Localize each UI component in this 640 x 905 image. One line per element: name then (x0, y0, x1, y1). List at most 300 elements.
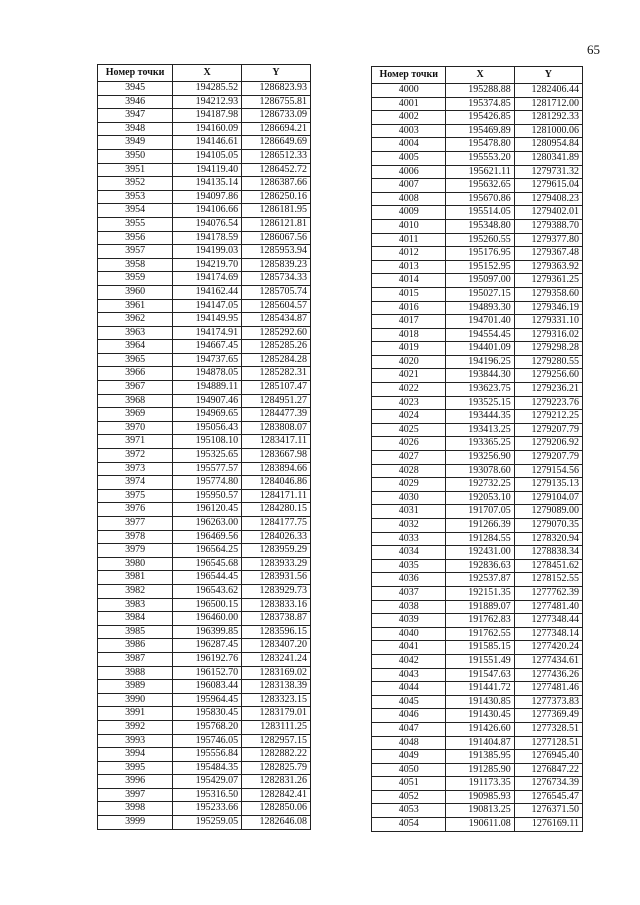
cell-x: 194199.03 (173, 245, 242, 259)
cell-y: 1279212.25 (514, 410, 582, 424)
table-row (98, 394, 311, 408)
table-row (372, 219, 583, 233)
cell-x: 195768.20 (173, 720, 242, 734)
cell-x: 196460.00 (173, 612, 242, 626)
cell-x: 195097.00 (446, 274, 514, 288)
cell-x: 195830.45 (173, 707, 242, 721)
cell-y: 1278838.34 (514, 546, 582, 560)
cell-x: 194893.30 (446, 301, 514, 315)
cell-x: 193078.60 (446, 464, 514, 478)
table-header-row (372, 67, 583, 84)
cell-x: 194969.65 (173, 408, 242, 422)
table-row (372, 179, 583, 193)
cell-point-number: 4038 (372, 600, 446, 614)
cell-x: 193623.75 (446, 383, 514, 397)
cell-y: 1283929.73 (242, 584, 311, 598)
cell-x: 194160.09 (173, 122, 242, 136)
cell-point-number: 3991 (98, 707, 173, 721)
cell-x: 194219.70 (173, 258, 242, 272)
cell-y: 1277481.40 (514, 600, 582, 614)
table-row (372, 614, 583, 628)
cell-x: 194737.65 (173, 353, 242, 367)
table-row (98, 285, 311, 299)
cell-point-number: 4030 (372, 491, 446, 505)
cell-x: 194667.45 (173, 340, 242, 354)
cell-y: 1286512.33 (242, 149, 311, 163)
cell-y: 1279731.32 (514, 165, 582, 179)
cell-x: 191585.15 (446, 641, 514, 655)
cell-point-number: 4013 (372, 260, 446, 274)
cell-y: 1277348.14 (514, 627, 582, 641)
table-row (98, 95, 311, 109)
cell-x: 196564.25 (173, 544, 242, 558)
table-row (372, 138, 583, 152)
cell-point-number: 4014 (372, 274, 446, 288)
table-row (98, 707, 311, 721)
coordinates-table-right (371, 66, 583, 832)
table-row (98, 476, 311, 490)
cell-x: 195553.20 (446, 151, 514, 165)
cell-x: 195632.65 (446, 179, 514, 193)
cell-x: 191404.87 (446, 736, 514, 750)
cell-point-number: 4028 (372, 464, 446, 478)
cell-point-number: 3985 (98, 625, 173, 639)
table-row (372, 383, 583, 397)
table-row (372, 396, 583, 410)
cell-y: 1284177.75 (242, 517, 311, 531)
cell-y: 1279363.92 (514, 260, 582, 274)
cell-point-number: 4047 (372, 722, 446, 736)
table-row (98, 163, 311, 177)
table-row (98, 353, 311, 367)
cell-x: 195746.05 (173, 734, 242, 748)
cell-x: 195176.95 (446, 247, 514, 261)
cell-x: 191889.07 (446, 600, 514, 614)
cell-x: 195027.15 (446, 287, 514, 301)
cell-point-number: 4045 (372, 695, 446, 709)
cell-x: 194076.54 (173, 217, 242, 231)
table-row (372, 532, 583, 546)
cell-point-number: 4040 (372, 627, 446, 641)
cell-point-number: 4002 (372, 111, 446, 125)
table-row (98, 217, 311, 231)
page-number: 65 (587, 42, 600, 57)
header-y: Y (514, 67, 582, 84)
cell-point-number: 4029 (372, 478, 446, 492)
cell-y: 1286067.56 (242, 231, 311, 245)
cell-y: 1286755.81 (242, 95, 311, 109)
table-row (372, 274, 583, 288)
table-row (372, 247, 583, 261)
table-row (98, 258, 311, 272)
table-row (372, 654, 583, 668)
cell-point-number: 4012 (372, 247, 446, 261)
cell-x: 192537.87 (446, 573, 514, 587)
table-header-row (98, 65, 311, 82)
cell-x: 191707.05 (446, 505, 514, 519)
table-row (98, 82, 311, 96)
cell-y: 1285284.28 (242, 353, 311, 367)
cell-y: 1277348.44 (514, 614, 582, 628)
cell-y: 1276847.22 (514, 763, 582, 777)
cell-y: 1286733.09 (242, 109, 311, 123)
cell-point-number: 3952 (98, 177, 173, 191)
table-row (372, 165, 583, 179)
cell-y: 1284951.27 (242, 394, 311, 408)
table-row (372, 519, 583, 533)
cell-point-number: 3977 (98, 517, 173, 531)
cell-point-number: 3953 (98, 190, 173, 204)
cell-point-number: 3990 (98, 693, 173, 707)
table-row (98, 598, 311, 612)
cell-point-number: 3945 (98, 82, 173, 96)
cell-point-number: 3979 (98, 544, 173, 558)
cell-x: 196287.45 (173, 639, 242, 653)
cell-point-number: 4054 (372, 818, 446, 832)
cell-x: 195325.65 (173, 449, 242, 463)
cell-y: 1279135.13 (514, 478, 582, 492)
cell-y: 1279223.76 (514, 396, 582, 410)
cell-x: 192053.10 (446, 491, 514, 505)
cell-x: 194554.45 (446, 328, 514, 342)
table-row (98, 489, 311, 503)
cell-y: 1277369.49 (514, 709, 582, 723)
header-point-number: Номер точки (98, 65, 173, 82)
table-row (98, 204, 311, 218)
cell-y: 1283169.02 (242, 666, 311, 680)
cell-x: 193444.35 (446, 410, 514, 424)
cell-x: 195514.05 (446, 206, 514, 220)
cell-y: 1278320.94 (514, 532, 582, 546)
cell-point-number: 3961 (98, 299, 173, 313)
cell-y: 1278152.55 (514, 573, 582, 587)
cell-x: 196544.45 (173, 571, 242, 585)
table-row (98, 136, 311, 150)
cell-y: 1279236.21 (514, 383, 582, 397)
cell-x: 194889.11 (173, 381, 242, 395)
cell-point-number: 4018 (372, 328, 446, 342)
cell-x: 192836.63 (446, 559, 514, 573)
cell-y: 1276371.50 (514, 804, 582, 818)
cell-x: 191430.45 (446, 709, 514, 723)
cell-x: 194401.09 (446, 342, 514, 356)
table-row (98, 761, 311, 775)
cell-x: 193365.25 (446, 437, 514, 451)
cell-point-number: 4039 (372, 614, 446, 628)
table-row (372, 192, 583, 206)
cell-point-number: 4031 (372, 505, 446, 519)
cell-point-number: 3956 (98, 231, 173, 245)
cell-x: 194701.40 (446, 315, 514, 329)
cell-x: 194196.25 (446, 355, 514, 369)
cell-point-number: 4003 (372, 124, 446, 138)
cell-y: 1279358.60 (514, 287, 582, 301)
cell-y: 1285839.23 (242, 258, 311, 272)
cell-y: 1279331.10 (514, 315, 582, 329)
cell-x: 191266.39 (446, 519, 514, 533)
cell-point-number: 4033 (372, 532, 446, 546)
cell-x: 195484.35 (173, 761, 242, 775)
cell-y: 1277481.46 (514, 682, 582, 696)
cell-point-number: 3981 (98, 571, 173, 585)
table-row (372, 695, 583, 709)
cell-point-number: 3996 (98, 775, 173, 789)
cell-y: 1283833.16 (242, 598, 311, 612)
cell-x: 190985.93 (446, 790, 514, 804)
cell-x: 191441.72 (446, 682, 514, 696)
cell-y: 1283138.39 (242, 680, 311, 694)
table-row (372, 437, 583, 451)
cell-y: 1285604.57 (242, 299, 311, 313)
cell-x: 191430.85 (446, 695, 514, 709)
cell-point-number: 4048 (372, 736, 446, 750)
cell-x: 192431.00 (446, 546, 514, 560)
cell-point-number: 4042 (372, 654, 446, 668)
table-row (372, 641, 583, 655)
cell-point-number: 4022 (372, 383, 446, 397)
cell-point-number: 4006 (372, 165, 446, 179)
cell-point-number: 4007 (372, 179, 446, 193)
cell-x: 196543.62 (173, 584, 242, 598)
cell-y: 1280954.84 (514, 138, 582, 152)
table-row (98, 421, 311, 435)
cell-y: 1277128.51 (514, 736, 582, 750)
cell-y: 1277373.83 (514, 695, 582, 709)
cell-point-number: 3993 (98, 734, 173, 748)
cell-x: 191762.83 (446, 614, 514, 628)
cell-point-number: 3958 (98, 258, 173, 272)
cell-point-number: 4050 (372, 763, 446, 777)
cell-point-number: 4041 (372, 641, 446, 655)
table-row (372, 505, 583, 519)
cell-point-number: 4023 (372, 396, 446, 410)
cell-x: 193525.15 (446, 396, 514, 410)
table-row (372, 423, 583, 437)
table-row (372, 736, 583, 750)
cell-point-number: 3974 (98, 476, 173, 490)
cell-x: 195152.95 (446, 260, 514, 274)
table-row (98, 177, 311, 191)
table-row (98, 190, 311, 204)
cell-x: 196545.68 (173, 557, 242, 571)
cell-x: 194119.40 (173, 163, 242, 177)
coordinates-table-left (97, 64, 311, 830)
cell-y: 1285705.74 (242, 285, 311, 299)
cell-point-number: 3967 (98, 381, 173, 395)
cell-x: 194105.05 (173, 149, 242, 163)
table-row (372, 818, 583, 832)
table-row (372, 111, 583, 125)
cell-y: 1278451.62 (514, 559, 582, 573)
cell-y: 1285953.94 (242, 245, 311, 259)
cell-point-number: 4044 (372, 682, 446, 696)
cell-x: 194212.93 (173, 95, 242, 109)
cell-point-number: 4026 (372, 437, 446, 451)
cell-x: 190813.25 (446, 804, 514, 818)
table-row (98, 816, 311, 830)
cell-x: 195670.86 (446, 192, 514, 206)
cell-x: 193256.90 (446, 451, 514, 465)
table-row (372, 491, 583, 505)
cell-point-number: 3987 (98, 652, 173, 666)
cell-point-number: 3989 (98, 680, 173, 694)
cell-x: 191426.60 (446, 722, 514, 736)
table-row (372, 600, 583, 614)
cell-x: 194174.91 (173, 326, 242, 340)
cell-y: 1283808.07 (242, 421, 311, 435)
table-row (98, 381, 311, 395)
cell-y: 1279256.60 (514, 369, 582, 383)
cell-y: 1276169.11 (514, 818, 582, 832)
cell-x: 191284.55 (446, 532, 514, 546)
cell-y: 1282850.06 (242, 802, 311, 816)
table-row (98, 612, 311, 626)
table-row (372, 763, 583, 777)
table-row (98, 462, 311, 476)
table-row (98, 245, 311, 259)
cell-y: 1276945.40 (514, 750, 582, 764)
cell-x: 194174.69 (173, 272, 242, 286)
cell-y: 1279104.07 (514, 491, 582, 505)
header-y: Y (242, 65, 311, 82)
cell-point-number: 4043 (372, 668, 446, 682)
cell-y: 1285292.60 (242, 326, 311, 340)
table-row (98, 639, 311, 653)
cell-x: 192151.35 (446, 586, 514, 600)
cell-y: 1276545.47 (514, 790, 582, 804)
cell-point-number: 3970 (98, 421, 173, 435)
table-row (98, 571, 311, 585)
table-row (98, 652, 311, 666)
cell-point-number: 4016 (372, 301, 446, 315)
cell-y: 1286250.16 (242, 190, 311, 204)
cell-y: 1279298.28 (514, 342, 582, 356)
cell-x: 196152.70 (173, 666, 242, 680)
cell-y: 1282825.79 (242, 761, 311, 775)
cell-y: 1285107.47 (242, 381, 311, 395)
table-row (98, 557, 311, 571)
table-row (372, 342, 583, 356)
cell-x: 194878.05 (173, 367, 242, 381)
cell-point-number: 4051 (372, 777, 446, 791)
cell-y: 1284171.11 (242, 489, 311, 503)
cell-x: 195556.84 (173, 748, 242, 762)
cell-point-number: 3948 (98, 122, 173, 136)
table-row (98, 680, 311, 694)
cell-y: 1279402.01 (514, 206, 582, 220)
cell-point-number: 4025 (372, 423, 446, 437)
cell-x: 191762.55 (446, 627, 514, 641)
cell-y: 1286387.66 (242, 177, 311, 191)
cell-point-number: 3962 (98, 313, 173, 327)
table-row (98, 326, 311, 340)
cell-y: 1286823.93 (242, 82, 311, 96)
table-row (98, 367, 311, 381)
table-row (98, 666, 311, 680)
cell-point-number: 3959 (98, 272, 173, 286)
cell-point-number: 4010 (372, 219, 446, 233)
cell-y: 1285434.87 (242, 313, 311, 327)
table-row (372, 301, 583, 315)
cell-y: 1279154.56 (514, 464, 582, 478)
cell-point-number: 4036 (372, 573, 446, 587)
cell-point-number: 3976 (98, 503, 173, 517)
table-row (372, 546, 583, 560)
cell-point-number: 4004 (372, 138, 446, 152)
cell-point-number: 4046 (372, 709, 446, 723)
header-point-number: Номер точки (372, 67, 446, 84)
cell-point-number: 3992 (98, 720, 173, 734)
cell-x: 196263.00 (173, 517, 242, 531)
table-row (98, 788, 311, 802)
cell-point-number: 4020 (372, 355, 446, 369)
cell-point-number: 3983 (98, 598, 173, 612)
cell-y: 1279377.80 (514, 233, 582, 247)
cell-point-number: 3951 (98, 163, 173, 177)
cell-x: 194106.66 (173, 204, 242, 218)
cell-y: 1279361.25 (514, 274, 582, 288)
cell-point-number: 3986 (98, 639, 173, 653)
table-row (372, 750, 583, 764)
table-row (98, 748, 311, 762)
cell-y: 1279070.35 (514, 519, 582, 533)
cell-y: 1286649.69 (242, 136, 311, 150)
cell-y: 1283417.11 (242, 435, 311, 449)
cell-x: 196500.15 (173, 598, 242, 612)
cell-y: 1283738.87 (242, 612, 311, 626)
cell-point-number: 3988 (98, 666, 173, 680)
table-row (372, 804, 583, 818)
cell-y: 1283111.25 (242, 720, 311, 734)
cell-point-number: 3955 (98, 217, 173, 231)
table-row (372, 777, 583, 791)
table-row (372, 369, 583, 383)
cell-y: 1286181.95 (242, 204, 311, 218)
cell-point-number: 3946 (98, 95, 173, 109)
cell-y: 1283241.24 (242, 652, 311, 666)
cell-x: 196469.56 (173, 530, 242, 544)
cell-y: 1283894.66 (242, 462, 311, 476)
cell-point-number: 3984 (98, 612, 173, 626)
cell-point-number: 3957 (98, 245, 173, 259)
cell-point-number: 3978 (98, 530, 173, 544)
cell-x: 194149.95 (173, 313, 242, 327)
cell-x: 193413.25 (446, 423, 514, 437)
cell-x: 195288.88 (446, 84, 514, 98)
header-x: X (446, 67, 514, 84)
cell-y: 1279615.04 (514, 179, 582, 193)
cell-point-number: 4001 (372, 97, 446, 111)
cell-y: 1283179.01 (242, 707, 311, 721)
cell-point-number: 3964 (98, 340, 173, 354)
cell-y: 1286452.72 (242, 163, 311, 177)
cell-y: 1277762.39 (514, 586, 582, 600)
cell-x: 195374.85 (446, 97, 514, 111)
table-row (98, 449, 311, 463)
cell-point-number: 3997 (98, 788, 173, 802)
cell-point-number: 3994 (98, 748, 173, 762)
cell-point-number: 3972 (98, 449, 173, 463)
cell-x: 195964.45 (173, 693, 242, 707)
table-row (98, 625, 311, 639)
cell-point-number: 4021 (372, 369, 446, 383)
cell-point-number: 4008 (372, 192, 446, 206)
cell-point-number: 3995 (98, 761, 173, 775)
table-row (372, 260, 583, 274)
cell-x: 194146.61 (173, 136, 242, 150)
cell-y: 1281000.06 (514, 124, 582, 138)
cell-point-number: 3971 (98, 435, 173, 449)
